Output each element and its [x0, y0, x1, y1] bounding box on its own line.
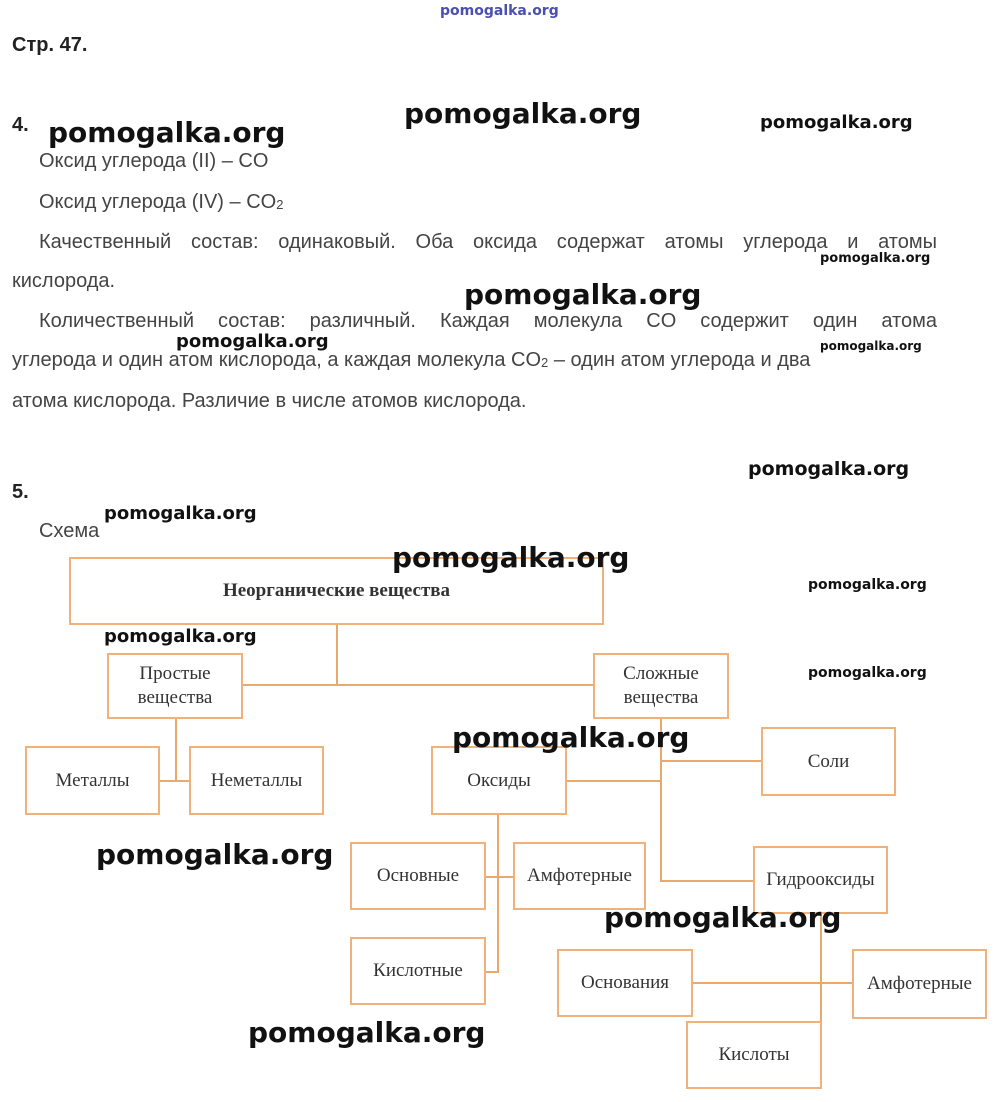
- box-bases: Основания: [557, 949, 693, 1017]
- box-oxides: Оксиды: [431, 746, 567, 815]
- watermark-top: pomogalka.org: [440, 3, 559, 19]
- watermark: pomogalka.org: [452, 721, 690, 754]
- task-4-number: 4.: [12, 114, 29, 136]
- watermark: pomogalka.org: [808, 577, 927, 593]
- task-5-number: 5.: [12, 481, 29, 503]
- connector-basic-amphoteric: [484, 876, 514, 878]
- watermark: pomogalka.org: [48, 116, 286, 149]
- connector-oxides: [566, 780, 661, 782]
- watermark: pomogalka.org: [808, 665, 927, 681]
- watermark: pomogalka.org: [104, 503, 257, 524]
- task-4-quantitative-line-2: углерода и один атом кислорода, а каждая молекула $CO_2$ – один атом углерода и два: [12, 349, 811, 371]
- connector-root-down: [336, 624, 338, 686]
- box-amphoteric-hydroxides: Амфотерные: [852, 949, 987, 1019]
- watermark: pomogalka.org: [820, 251, 931, 266]
- connector-simple-down: [175, 718, 177, 781]
- connector-oxides-down: [497, 813, 499, 973]
- box-acids: Кислоты: [686, 1021, 822, 1089]
- connector-acidic: [484, 971, 498, 973]
- box-metals: Металлы: [25, 746, 160, 815]
- connector-hydroxides: [660, 880, 754, 882]
- page-heading: Стр. 47.: [12, 34, 88, 56]
- task-4-qualitative-line-1: Качественный состав: одинаковый. Оба оксида содержат атомы углерода и атомы: [39, 231, 937, 253]
- box-amphoteric-oxides: Амфотерные: [513, 842, 646, 910]
- task-4-line-co: Оксид углерода (II) – CO: [39, 150, 269, 172]
- task-4-qualitative-line-2: кислорода.: [12, 270, 116, 292]
- watermark: pomogalka.org: [392, 541, 630, 574]
- watermark: pomogalka.org: [820, 339, 922, 353]
- watermark: pomogalka.org: [604, 901, 842, 934]
- watermark: pomogalka.org: [96, 838, 334, 871]
- box-simple-substances: Простые вещества: [107, 653, 243, 719]
- box-nonmetals: Неметаллы: [189, 746, 324, 815]
- box-inorganic-substances: Неорганические вещества: [69, 557, 604, 625]
- watermark: pomogalka.org: [464, 278, 702, 311]
- task-4-quantitative-line-3: атома кислорода. Различие в числе атомов кислорода.: [12, 390, 527, 412]
- connector-simple-complex: [242, 684, 594, 686]
- watermark: pomogalka.org: [404, 97, 642, 130]
- watermark: pomogalka.org: [104, 626, 257, 647]
- box-hydroxides: Гидрооксиды: [753, 846, 888, 914]
- box-basic-oxides: Основные: [350, 842, 486, 910]
- task-4-line-co2: Оксид углерода $(IV) - CO_2$: [39, 191, 284, 213]
- box-complex-substances: Сложные вещества: [593, 653, 729, 719]
- connector-bases-amphoteric: [692, 982, 853, 984]
- scheme-label: Схема: [39, 520, 100, 542]
- box-acidic-oxides: Кислотные: [350, 937, 486, 1005]
- watermark: pomogalka.org: [248, 1016, 486, 1049]
- connector-salts: [660, 760, 762, 762]
- watermark: pomogalka.org: [176, 331, 329, 352]
- watermark: pomogalka.org: [748, 458, 910, 480]
- box-salts: Соли: [761, 727, 896, 796]
- watermark: pomogalka.org: [760, 112, 913, 133]
- connector-metals-nonmetals: [159, 780, 190, 782]
- task-4-quantitative-line-1: Количественный состав: различный. Каждая молекула CO содержит один атома: [39, 310, 937, 332]
